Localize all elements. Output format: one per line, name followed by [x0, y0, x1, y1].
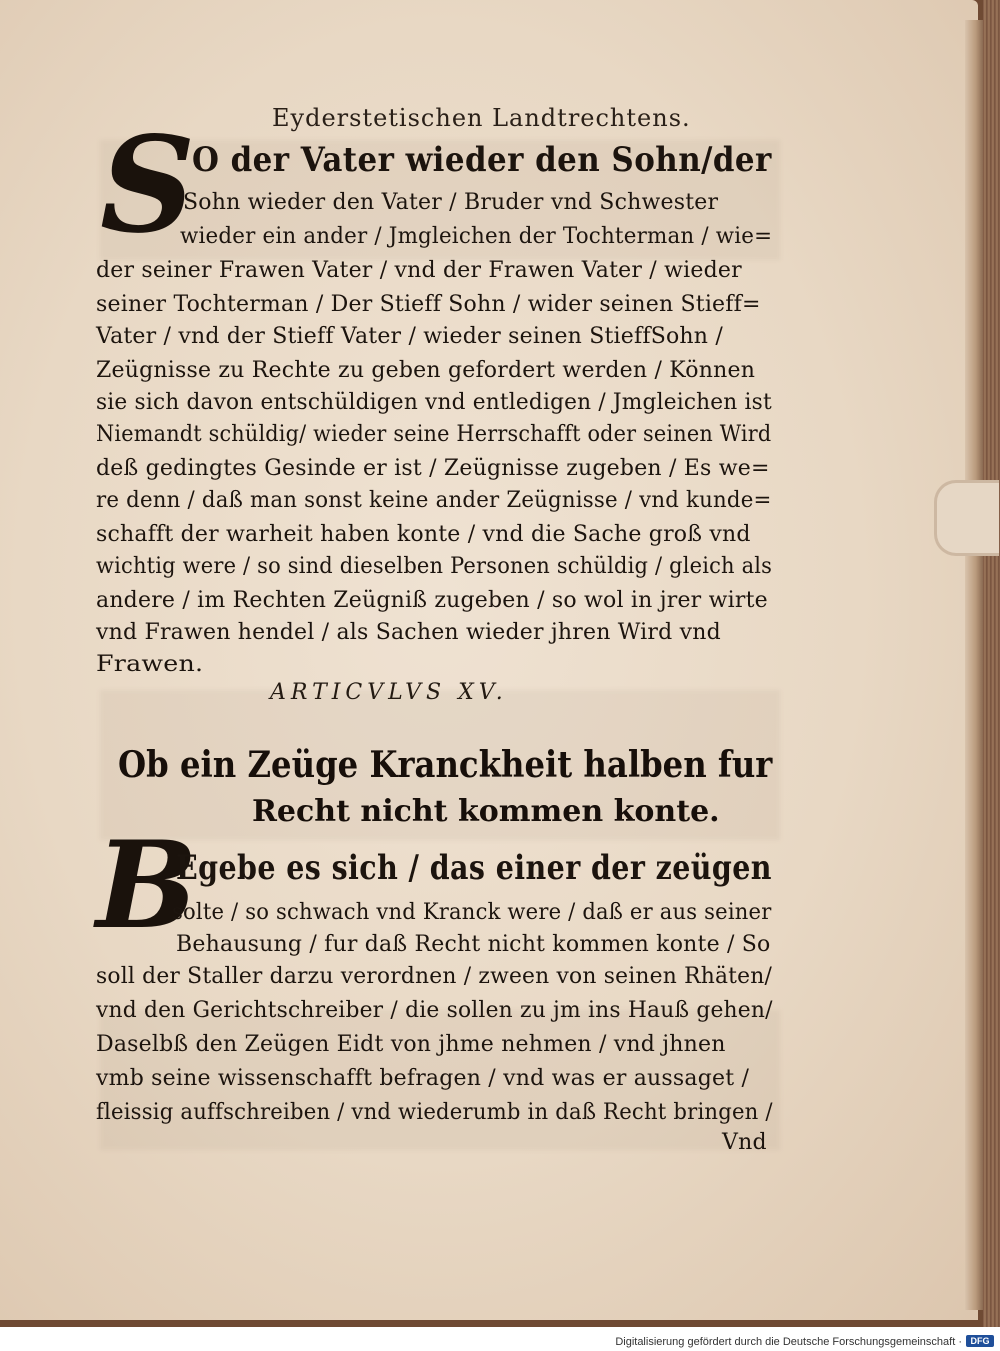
text-line: sie sich davon entschüldigen vnd entledigen / Jmgleichen ist: [96, 390, 772, 415]
section-heading-line-1: Ob ein Zeüge Kranckheit halben fur: [118, 744, 773, 786]
text-line: andere / im Rechten Zeügniß zugeben / so wol in jrer wirte: [96, 588, 768, 613]
text-line: fleissig auffschreiben / vnd wiederumb in daß Recht bringen /: [96, 1100, 773, 1125]
text-line: schafft der warheit haben konte / vnd die Sache groß vnd: [96, 522, 751, 547]
drop-capital-s: S: [100, 108, 196, 263]
running-head: Eyderstetischen Landtrechtens.: [272, 104, 691, 132]
text-line: vnd Frawen hendel / als Sachen wieder jhren Wird vnd: [96, 620, 721, 645]
text-line: vnd den Gerichtschreiber / die sollen zu jm ins Hauß gehen/: [96, 998, 773, 1023]
catchword: Vnd: [722, 1130, 767, 1155]
dfg-credit-text: Digitalisierung gefördert durch die Deutsche Forschungsgemeinschaft ·: [615, 1336, 962, 1348]
text-line: soll der Staller darzu verordnen / zween von seinen Rhäten/: [96, 964, 772, 989]
text-line: solte / so schwach vnd Kranck were / daß er aus seiner: [172, 900, 772, 925]
text-line: der seiner Frawen Vater / vnd der Frawen Vater / wieder: [96, 258, 742, 283]
book-page-stack: [983, 0, 1000, 1327]
text-line: wichtig were / so sind dieselben Personen schüldig / gleich als: [96, 554, 773, 579]
text-line: Sohn wieder den Vater / Bruder vnd Schwester: [183, 190, 719, 215]
text-line: Behausung / fur daß Recht nicht kommen konte / So: [176, 932, 771, 957]
text-line: Egebe es sich / das einer der zeügen: [176, 848, 772, 888]
dfg-logo-icon: DFG: [966, 1335, 994, 1347]
text-line: Zeügnisse zu Rechte zu geben gefordert werden / Können: [96, 358, 756, 383]
text-line: Vater / vnd der Stieff Vater / wieder seinen StieffSohn /: [96, 324, 723, 349]
text-line: Daselbß den Zeügen Eidt von jhme nehmen / vnd jhnen: [96, 1032, 726, 1057]
section-heading-line-2: Recht nicht kommen konte.: [252, 794, 720, 829]
text-line: seiner Tochterman / Der Stieff Sohn / wider seinen Stieff=: [96, 292, 761, 317]
drop-capital-b: B: [96, 815, 198, 956]
text-line: Frawen.: [96, 652, 204, 677]
text-line: Niemandt schüldig/ wieder seine Herrschafft oder seinen Wird: [96, 422, 772, 447]
page-gutter-edge: [965, 20, 983, 1310]
text-line: deß gedingtes Gesinde er ist / Zeügnisse zugeben / Es we=: [96, 456, 770, 481]
article-label: ARTICVLVS XV.: [270, 680, 508, 705]
text-line: re denn / daß man sonst keine ander Zeügnisse / vnd kunde=: [96, 488, 772, 513]
paper-clip-shadow: [934, 480, 999, 556]
text-line: wieder ein ander / Jmgleichen der Tochterman / wie=: [180, 224, 773, 249]
text-line: vmb seine wissenschafft befragen / vnd was er aussaget /: [96, 1066, 750, 1091]
text-line: O der Vater wieder den Sohn/der: [192, 140, 772, 180]
